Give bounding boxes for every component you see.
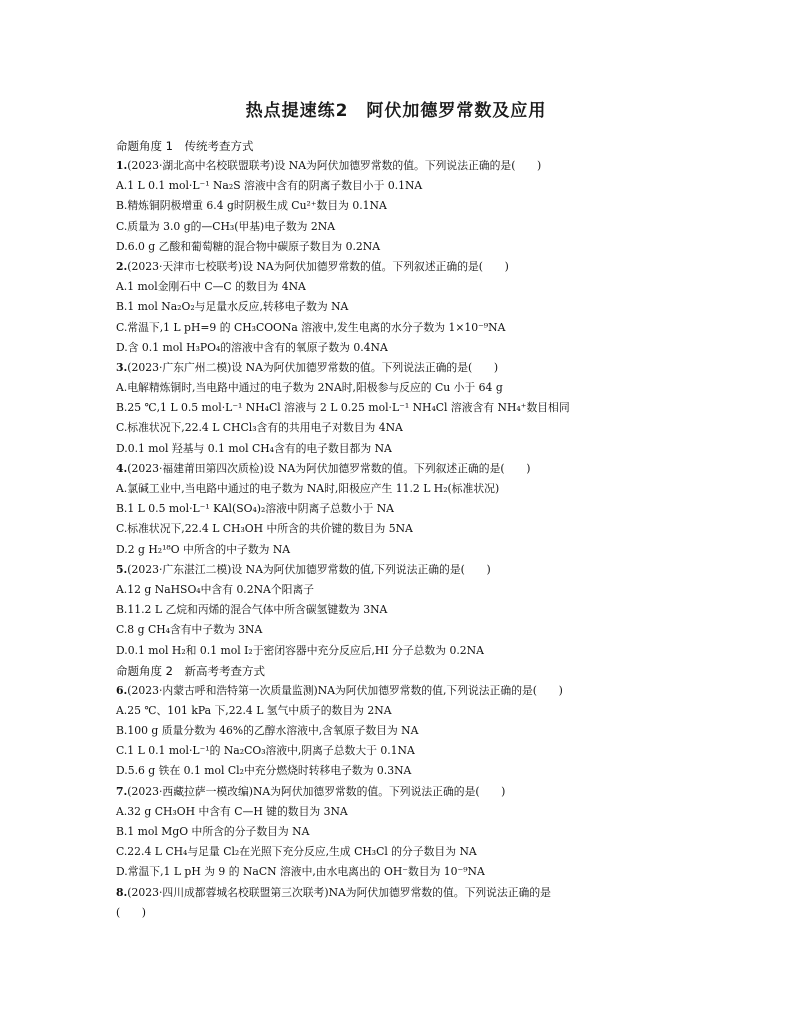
question-text: (2023·内蒙古呼和浩特第一次质量监测)NA为阿伏加德罗常数的值,下列说法正确的是( ) <box>127 683 563 697</box>
answer-option: D.0.1 mol 羟基与 0.1 mol CH₄含有的电子数目都为 NA <box>116 441 392 455</box>
answer-option: D.0.1 mol H₂和 0.1 mol I₂于密闭容器中充分反应后,HI 分子总数为 0.2NA <box>116 643 484 657</box>
content <box>116 136 676 923</box>
question-stem <box>116 358 676 378</box>
answer-option: C.8 g CH₄含有中子数为 3NA <box>116 623 263 637</box>
answer-option: B.100 g 质量分数为 46%的乙醇水溶液中,含氧原子数目为 NA <box>116 724 419 738</box>
question-number: 3. <box>116 360 128 374</box>
question-text: (2023·广东广州二模)设 NA为阿伏加德罗常数的值。下列说法正确的是( ) <box>127 360 499 374</box>
answer-option: C.1 L 0.1 mol·L⁻¹的 Na₂CO₃溶液中,阴离子总数大于 0.1NA <box>116 744 415 758</box>
answer-option: B.1 mol MgO 中所含的分子数目为 NA <box>116 825 310 838</box>
question-number: 2. <box>116 259 128 273</box>
question-stem <box>116 681 676 701</box>
question-stem <box>116 782 676 802</box>
answer-option: A.32 g CH₃OH 中含有 C—H 键的数目为 3NA <box>116 804 348 818</box>
question-stem <box>116 459 676 479</box>
answer-option: D.6.0 g 乙酸和葡萄糖的混合物中碳原子数目为 0.2NA <box>116 239 381 253</box>
question-stem <box>116 257 676 277</box>
answer-option: D.含 0.1 mol H₃PO₄的溶液中含有的氧原子数为 0.4NA <box>116 340 388 354</box>
answer-option: C.常温下,1 L pH=9 的 CH₃COONa 溶液中,发生电离的水分子数为 1×10⁻⁹NA <box>116 320 506 334</box>
question-text: (2023·西藏拉萨一模改编)NA为阿伏加德罗常数的值。下列说法正确的是( ) <box>127 784 506 798</box>
answer-option: D.5.6 g 铁在 0.1 mol Cl₂中充分燃烧时转移电子数为 0.3NA <box>116 764 412 778</box>
question-stem <box>116 156 676 176</box>
section-heading: 命题角度 1 传统考查方式 <box>116 139 254 153</box>
answer-option: B.11.2 L 乙烷和丙烯的混合气体中所含碳氢键数为 3NA <box>116 603 388 617</box>
answer-option: A.12 g NaHSO₄中含有 0.2NA个阳离子 <box>116 582 315 596</box>
question-number: 8. <box>116 885 128 899</box>
answer-option: C.22.4 L CH₄与足量 Cl₂在光照下充分反应,生成 CH₃Cl 的分子数目为 NA <box>116 845 477 859</box>
answer-option: C.标准状况下,22.4 L CHCl₃含有的共用电子对数目为 4NA <box>116 421 403 435</box>
question-stem <box>116 560 676 580</box>
question-text: (2023·四川成都蓉城名校联盟第三次联考)NA为阿伏加德罗常数的值。下列说法正确的是 <box>127 885 551 899</box>
answer-option: B.精炼铜阴极增重 6.4 g时阴极生成 Cu²⁺数目为 0.1NA <box>116 199 387 213</box>
question-text: (2023·湖北高中名校联盟联考)设 NA为阿伏加德罗常数的值。下列说法正确的是( ) <box>127 159 542 172</box>
question-number: 7. <box>116 784 128 798</box>
answer-option: D.2 g H₂¹⁸O 中所含的中子数为 NA <box>116 542 291 556</box>
answer-option: B.25 ℃,1 L 0.5 mol·L⁻¹ NH₄Cl 溶液与 2 L 0.25 mol·L⁻¹ NH₄Cl 溶液含有 NH₄⁺数目相同 <box>116 401 570 415</box>
page-title: 热点提速练2 阿伏加德罗常数及应用 <box>245 101 547 121</box>
question-number: 4. <box>116 461 128 475</box>
answer-option: A.氯碱工业中,当电路中通过的电子数为 NA时,阳极应产生 11.2 L H₂(标准状况) <box>116 482 500 495</box>
answer-option: A.电解精炼铜时,当电路中通过的电子数为 2NA时,阳极参与反应的 Cu 小于 64 g <box>116 381 503 395</box>
section-heading: 命题角度 2 新高考考查方式 <box>116 663 265 678</box>
question-text-continued: ( ) <box>116 905 147 919</box>
answer-option: A.1 mol金刚石中 C—C 的数目为 4NA <box>116 280 306 294</box>
answer-option: C.质量为 3.0 g的—CH₃(甲基)电子数为 2NA <box>116 219 335 233</box>
document-page <box>116 100 676 923</box>
answer-option: C.标准状况下,22.4 L CH₃OH 中所含的共价键的数目为 5NA <box>116 522 413 536</box>
answer-option: A.1 L 0.1 mol·L⁻¹ Na₂S 溶液中含有的阴离子数目小于 0.1NA <box>116 179 423 193</box>
question-stem <box>116 883 676 903</box>
question-number: 6. <box>116 683 128 697</box>
question-number: 5. <box>116 562 128 576</box>
question-text: (2023·福建莆田第四次质检)设 NA为阿伏加德罗常数的值。下列叙述正确的是( ) <box>127 461 531 475</box>
answer-option: A.25 ℃、101 kPa 下,22.4 L 氢气中质子的数目为 2NA <box>116 703 392 717</box>
question-text: (2023·天津市七校联考)设 NA为阿伏加德罗常数的值。下列叙述正确的是( ) <box>127 259 509 273</box>
answer-option: D.常温下,1 L pH 为 9 的 NaCN 溶液中,由水电离出的 OH⁻数目为 10⁻⁹NA <box>116 865 485 879</box>
answer-option: B.1 L 0.5 mol·L⁻¹ KAl(SO₄)₂溶液中阴离子总数小于 NA <box>116 502 394 516</box>
answer-option: B.1 mol Na₂O₂与足量水反应,转移电子数为 NA <box>116 300 349 314</box>
question-text: (2023·广东湛江二模)设 NA为阿伏加德罗常数的值,下列说法正确的是( ) <box>127 562 491 576</box>
question-number: 1. <box>116 159 128 172</box>
